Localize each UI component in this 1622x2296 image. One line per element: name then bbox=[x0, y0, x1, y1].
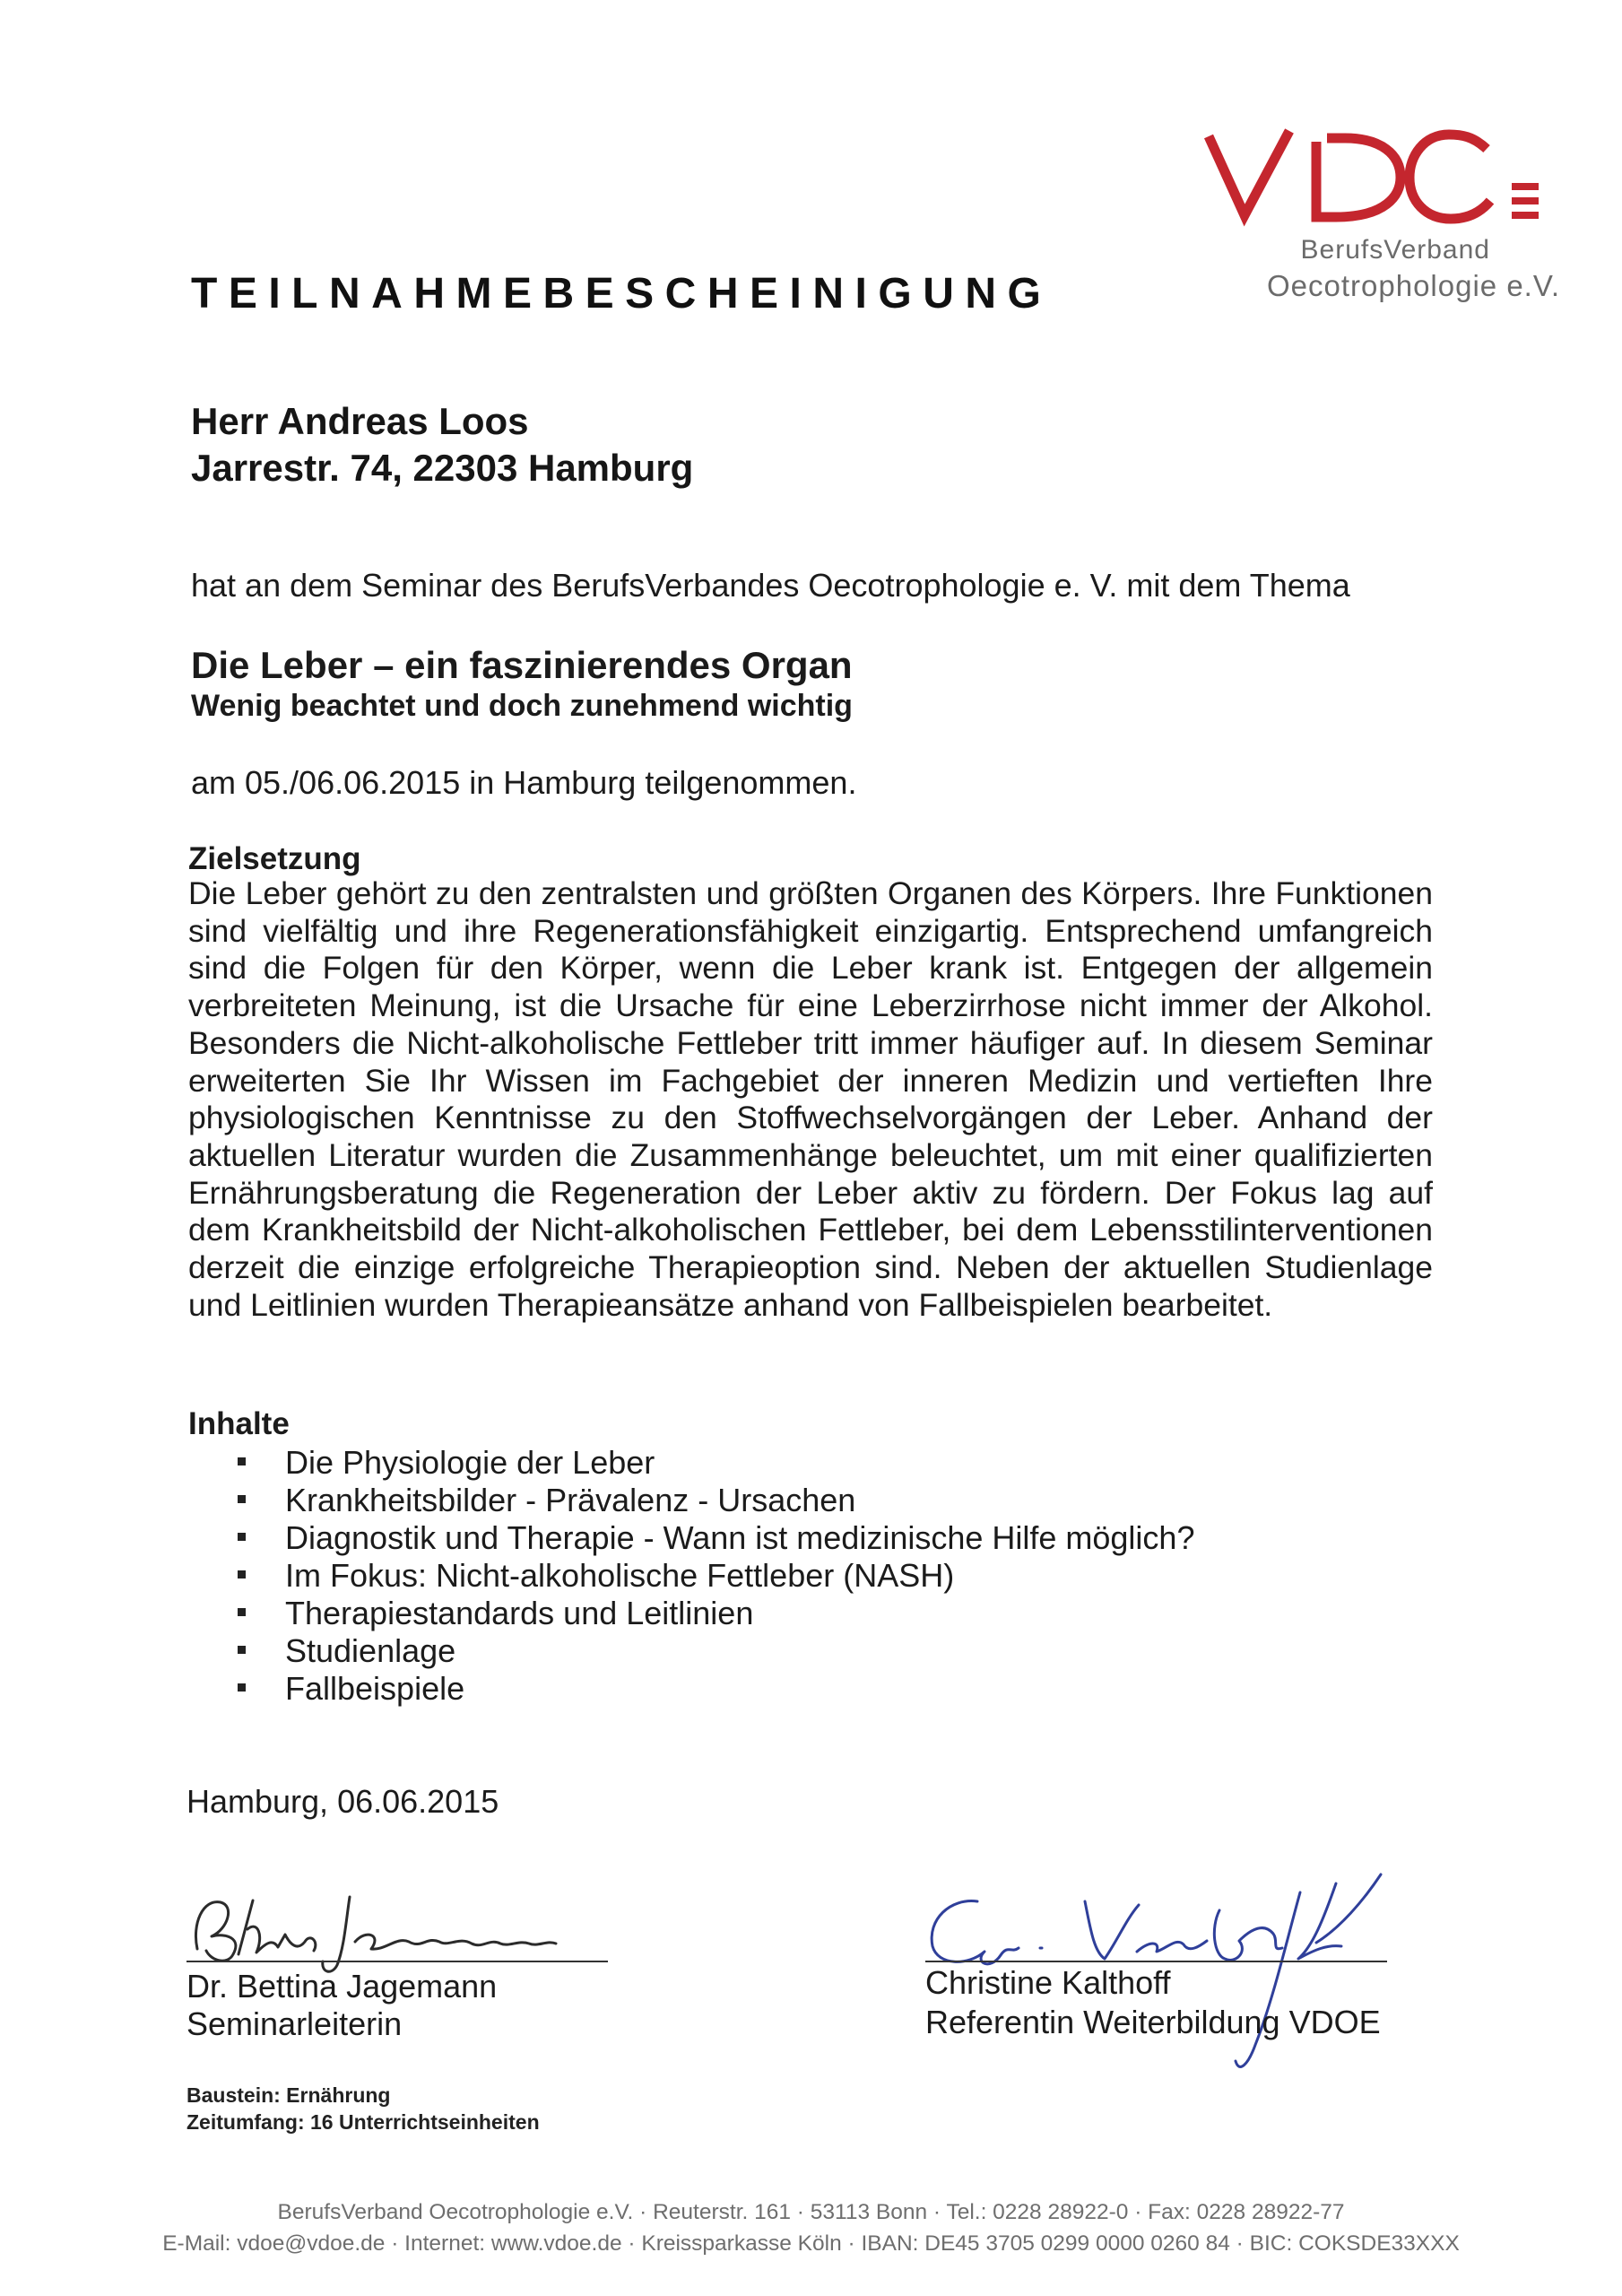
list-item bbox=[238, 1519, 1194, 1557]
list-item bbox=[238, 1595, 1194, 1632]
list-item bbox=[238, 1557, 1194, 1595]
signer-left-name: Dr. Bettina Jagemann bbox=[186, 1968, 498, 2005]
vdoe-logo-mark bbox=[1201, 126, 1560, 233]
signing-place-date: Hamburg, 06.06.2015 bbox=[186, 1783, 499, 1820]
date-place-text: am 05./06.06.2015 in Hamburg teilgenommen. bbox=[191, 764, 857, 801]
list-item bbox=[238, 1444, 1194, 1482]
bullet-icon bbox=[238, 1457, 246, 1465]
contents-list bbox=[238, 1444, 1194, 1708]
signer-right-name: Christine Kalthoff bbox=[925, 1964, 1171, 2001]
bullet-icon bbox=[238, 1495, 246, 1503]
signature-left-graphic bbox=[179, 1879, 601, 1978]
signer-right-role: Referentin Weiterbildung VDOE bbox=[925, 2004, 1381, 2040]
module-label: Baustein: Ernährung bbox=[186, 2083, 391, 2107]
bullet-icon bbox=[238, 1608, 246, 1616]
goal-heading: Zielsetzung bbox=[188, 841, 361, 876]
list-item-text: Die Physiologie der Leber bbox=[285, 1444, 655, 1481]
list-item bbox=[238, 1670, 1194, 1708]
vdoe-logo bbox=[1201, 126, 1560, 305]
logo-line-2: Oecotrophologie e.V. bbox=[1266, 269, 1560, 302]
document-title: TEILNAHMEBESCHEINIGUNG bbox=[191, 270, 1053, 317]
bullet-icon bbox=[238, 1570, 246, 1578]
list-item-text: Therapiestandards und Leitlinien bbox=[285, 1595, 754, 1631]
list-item-text: Studienlage bbox=[285, 1632, 456, 1669]
recipient-address: Jarrestr. 74, 22303 Hamburg bbox=[191, 447, 694, 489]
seminar-subtitle: Wenig beachtet und doch zunehmend wichtig bbox=[191, 689, 853, 723]
signer-left-role: Seminarleiterin bbox=[186, 2005, 403, 2042]
goal-paragraph: Die Leber gehört zu den zentralsten und größten Organen des Körpers. Ihre Funktionen sind vielfältig und ihre Regenerationsfähigkeit einzigartig. Entsprechend umfangreich sind die Folgen für den Körper, wenn die Leber krank ist. Entgegen der allgemein verbreiteten Meinung, ist die Ursache für eine Leberzirrhose nicht immer der Alkohol. Besonders die Nicht-alkoholische Fettleber tritt immer häufiger auf. In diesem Seminar erweiterten Sie Ihr Wissen im Fachgebiet der inneren Medizin und vertieften Ihre physiologischen Kenntnisse zu den Stoffwechselvorgängen der Leber. Anhand der aktuellen Literatur wurden die Zusammenhänge beleuchtet, um mit einer qualifizierten Ernährungsberatung die Regeneration der Leber aktiv zu fördern. Der Fokus lag auf dem Krankheitsbild der Nicht-alkoholischen Fettleber, bei dem Lebensstilinterventionen derzeit die einzige erfolgreiche Therapieoption sind. Neben der aktuellen Studienlage und Leitlinien wurden Therapieansätze anhand von Fallbeispielen bearbeitet. bbox=[188, 875, 1433, 1323]
recipient-name: Herr Andreas Loos bbox=[191, 400, 529, 442]
scope-label: Zeitumfang: 16 Unterrichtseinheiten bbox=[186, 2110, 540, 2134]
bullet-icon bbox=[238, 1533, 246, 1541]
footer-contact: E-Mail: vdoe@vdoe.de · Internet: www.vdoe.de · Kreissparkasse Köln · IBAN: DE45 3705 0299 0000 0260 84 · BIC: COKSDE33XXX bbox=[162, 2231, 1460, 2256]
bullet-icon bbox=[238, 1646, 246, 1654]
list-item-text: Diagnostik und Therapie - Wann ist medizinische Hilfe möglich? bbox=[285, 1519, 1195, 1556]
contents-heading: Inhalte bbox=[188, 1406, 290, 1441]
list-item-text: Krankheitsbilder - Prävalenz - Ursachen bbox=[285, 1482, 856, 1518]
list-item-text: Im Fokus: Nicht-alkoholische Fettleber (NASH) bbox=[285, 1557, 955, 1594]
signature-line-left bbox=[186, 1961, 608, 1962]
list-item-text: Fallbeispiele bbox=[285, 1670, 465, 1707]
intro-text: hat an dem Seminar des BerufsVerbandes Oecotrophologie e. V. mit dem Thema bbox=[191, 567, 1350, 604]
list-item bbox=[238, 1632, 1194, 1670]
signature-line-right bbox=[925, 1961, 1387, 1962]
list-item bbox=[238, 1482, 1194, 1519]
bullet-icon bbox=[238, 1683, 246, 1692]
seminar-title: Die Leber – ein faszinierendes Organ bbox=[191, 644, 853, 686]
logo-line-1: BerufsVerband bbox=[1300, 235, 1490, 265]
footer-address: BerufsVerband Oecotrophologie e.V. · Reuterstr. 161 · 53113 Bonn · Tel.: 0228 28922-0 · Fax: 0228 28922-77 bbox=[277, 2200, 1345, 2224]
